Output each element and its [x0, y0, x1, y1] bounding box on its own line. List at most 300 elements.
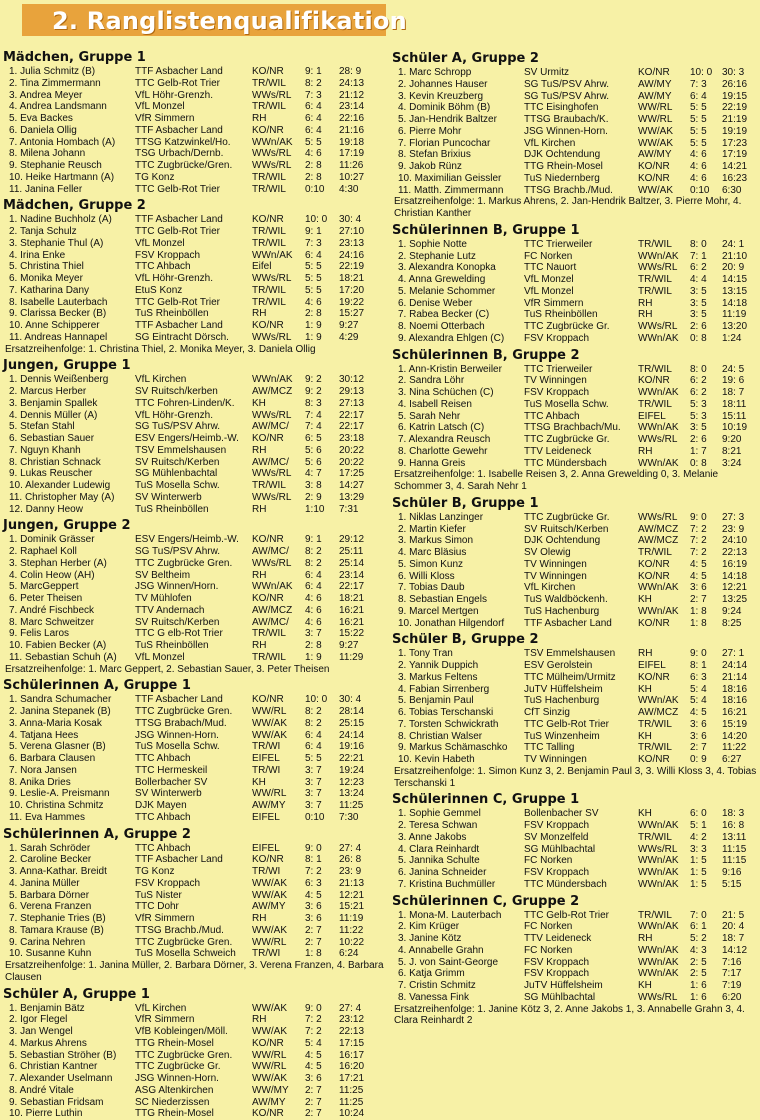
- table-row: [3, 617, 386, 629]
- club-name: TTC Zugbrücke Gr.: [524, 321, 638, 333]
- table-row: [392, 399, 760, 411]
- table-row: [3, 890, 386, 902]
- club-name: TTG Rhein-Mosel: [135, 1038, 251, 1050]
- match-score: 8: 2: [305, 718, 339, 730]
- club-name: SG TuS/PSV Ahrw.: [135, 421, 251, 433]
- table-row: [3, 1073, 386, 1085]
- district-code: WWs/RL: [252, 332, 304, 344]
- games-score: 24:13: [339, 78, 385, 90]
- player-name: 11. Janina Feller: [9, 184, 133, 196]
- match-score: 4: 5: [690, 707, 722, 719]
- club-name: JSG Winnen-Horn.: [135, 1073, 251, 1085]
- district-code: RH: [252, 913, 304, 925]
- match-score: 2: 6: [690, 434, 722, 446]
- match-score: 3: 5: [690, 422, 722, 434]
- club-name: TTC Gelb-Rot Trier: [135, 226, 251, 238]
- games-score: 25:15: [339, 718, 385, 730]
- district-code: WW/RL: [252, 706, 304, 718]
- club-name: SV Ruitsch/Kerben: [135, 617, 251, 629]
- table-row: [3, 605, 386, 617]
- table-row: [392, 684, 760, 696]
- match-score: 2: 7: [305, 1085, 339, 1097]
- player-name: 8. Marc Schweitzer: [9, 617, 133, 629]
- table-row: [392, 387, 760, 399]
- match-score: 3: 5: [690, 309, 722, 321]
- district-code: KH: [252, 777, 304, 789]
- match-score: 4: 6: [690, 161, 722, 173]
- table-row: [392, 660, 760, 672]
- district-code: WWn/AK: [638, 867, 690, 879]
- group-section-schüler-a-gruppe-2: [392, 50, 760, 220]
- club-name: VfL Höhr-Grenzh.: [135, 410, 251, 422]
- match-score: 6: 4: [305, 570, 339, 582]
- games-score: 16:20: [339, 1061, 385, 1073]
- table-row: [392, 411, 760, 423]
- table-row: [3, 694, 386, 706]
- district-code: WW/MY: [252, 1085, 304, 1097]
- substitute-order: Ersatzreihenfolge: 1. Simon Kunz 3, 2. Benjamin Paul 3, 3. Willi Kloss 3, 4. Tobias Terschanski 1: [392, 766, 760, 790]
- district-code: Eifel: [252, 261, 304, 273]
- match-score: 2: 5: [690, 968, 722, 980]
- player-name: 2. Sandra Löhr: [398, 375, 522, 387]
- table-row: [3, 581, 386, 593]
- district-code: AW/MY: [638, 149, 690, 161]
- match-score: 3: 6: [690, 731, 722, 743]
- games-score: 7:17: [722, 968, 760, 980]
- club-name: TTC Hermeskeil: [135, 765, 251, 777]
- district-code: TR/WIL: [252, 226, 304, 238]
- games-score: 30: 4: [339, 214, 385, 226]
- games-score: 22:16: [339, 113, 385, 125]
- match-score: 7: 3: [690, 79, 722, 91]
- club-name: DJK Ochtendung: [524, 149, 638, 161]
- district-code: WWn/AK: [638, 921, 690, 933]
- district-code: KO/NR: [252, 534, 304, 546]
- player-name: 4. Clara Reinhardt: [398, 844, 522, 856]
- table-row: [3, 901, 386, 913]
- player-name: 4. Andrea Landsmann: [9, 101, 133, 113]
- table-row: [392, 855, 760, 867]
- match-score: 0: 8: [690, 458, 722, 470]
- district-code: AW/MY: [638, 91, 690, 103]
- table-row: [3, 101, 386, 113]
- match-score: 7: 2: [690, 524, 722, 536]
- games-score: 7:30: [339, 812, 385, 824]
- district-code: WWn/AK: [638, 582, 690, 594]
- district-code: RH: [638, 309, 690, 321]
- table-row: [3, 148, 386, 160]
- club-name: FSV Kroppach: [524, 820, 638, 832]
- games-score: 13:15: [722, 286, 760, 298]
- games-score: 1:24: [722, 333, 760, 345]
- group-heading: Mädchen, Gruppe 2: [3, 197, 386, 214]
- club-name: TTC G elb-Rot Trier: [135, 628, 251, 640]
- games-score: 23:14: [339, 570, 385, 582]
- club-name: VfL Monzel: [524, 286, 638, 298]
- club-name: TSV Emmelshausen: [135, 445, 251, 457]
- match-score: 4: 5: [690, 559, 722, 571]
- match-score: 3: 6: [305, 913, 339, 925]
- group-heading: Schüler B, Gruppe 1: [392, 495, 760, 512]
- player-name: 3. Andrea Meyer: [9, 90, 133, 102]
- substitute-order: Ersatzreihenfolge: 1. Janine Kötz 3, 2. Anne Jakobs 1, 3. Annabelle Grahn 3, 4. Clara Reinhardt 2: [392, 1004, 760, 1028]
- player-name: 7. Alexander Uselmann: [9, 1073, 133, 1085]
- group-heading: Schülerinnen C, Gruppe 2: [392, 893, 760, 910]
- match-score: 4: 6: [305, 605, 339, 617]
- table-row: [3, 800, 386, 812]
- player-name: 7. Torsten Schwickrath: [398, 719, 522, 731]
- player-name: 10. Fabien Becker (A): [9, 640, 133, 652]
- player-name: 6. Katja Grimm: [398, 968, 522, 980]
- match-score: 8: 2: [305, 706, 339, 718]
- player-name: 5. Eva Backes: [9, 113, 133, 125]
- table-row: [3, 1014, 386, 1026]
- games-score: 25:14: [339, 558, 385, 570]
- district-code: RH: [638, 933, 690, 945]
- table-row: [392, 333, 760, 345]
- district-code: WWn/AK: [638, 422, 690, 434]
- games-score: 22:19: [339, 261, 385, 273]
- match-score: 7: 3: [305, 238, 339, 250]
- match-score: 6: 0: [690, 808, 722, 820]
- match-score: 1: 9: [305, 332, 339, 344]
- district-code: WW/RL: [252, 788, 304, 800]
- table-row: [3, 913, 386, 925]
- match-score: 9: 1: [305, 66, 339, 78]
- group-heading: Jungen, Gruppe 2: [3, 517, 386, 534]
- district-code: AW/MCZ: [638, 535, 690, 547]
- table-row: [3, 250, 386, 262]
- district-code: EIFEL: [252, 843, 304, 855]
- table-row: [3, 66, 386, 78]
- match-score: 9: 2: [305, 374, 339, 386]
- player-name: 8. Sebastian Engels: [398, 594, 522, 606]
- player-name: 10. Pierre Luthin: [9, 1108, 133, 1120]
- games-score: 25:11: [339, 546, 385, 558]
- games-score: 13:24: [339, 788, 385, 800]
- games-score: 22:21: [339, 753, 385, 765]
- club-name: ASG Altenkirchen: [135, 1085, 251, 1097]
- match-score: 5: 5: [690, 114, 722, 126]
- player-name: 5. Stefan Stahl: [9, 421, 133, 433]
- games-score: 23:18: [339, 433, 385, 445]
- table-row: [392, 524, 760, 536]
- district-code: WWn/AK: [638, 606, 690, 618]
- district-code: KH: [638, 684, 690, 696]
- games-score: 9:27: [339, 640, 385, 652]
- player-name: 3. Stephanie Thul (A): [9, 238, 133, 250]
- match-score: 5: 5: [690, 126, 722, 138]
- table-row: [3, 320, 386, 332]
- match-score: 3: 7: [305, 765, 339, 777]
- match-score: 5: 4: [305, 1038, 339, 1050]
- match-score: 1: 6: [690, 980, 722, 992]
- club-name: TV Winningen: [524, 754, 638, 766]
- player-name: 1. Sarah Schröder: [9, 843, 133, 855]
- games-score: 9:20: [722, 434, 760, 446]
- match-score: 5: 5: [305, 753, 339, 765]
- table-row: [392, 309, 760, 321]
- player-name: 4. Annabelle Grahn: [398, 945, 522, 957]
- table-row: [392, 321, 760, 333]
- player-name: 4. Fabian Sirrenberg: [398, 684, 522, 696]
- table-row: [392, 594, 760, 606]
- district-code: TR/WIL: [638, 286, 690, 298]
- player-name: 5. Sebastian Ströher (B): [9, 1050, 133, 1062]
- match-score: 5: 5: [305, 137, 339, 149]
- district-code: WW/AK: [252, 1003, 304, 1015]
- club-name: SG Mühlenbachtal: [135, 468, 251, 480]
- table-row: [392, 992, 760, 1004]
- games-score: 11:19: [722, 309, 760, 321]
- games-score: 11:15: [722, 855, 760, 867]
- games-score: 21:13: [339, 878, 385, 890]
- district-code: TR/WI: [252, 741, 304, 753]
- group-section-schülerinnen-a-gruppe-1: [3, 677, 386, 823]
- table-row: [3, 843, 386, 855]
- district-code: WWn/AK: [638, 695, 690, 707]
- club-name: FSV Kroppach: [135, 250, 251, 262]
- district-code: WW/AK: [252, 718, 304, 730]
- club-name: TTC Gelb-Rot Trier: [135, 184, 251, 196]
- district-code: WW/AK: [252, 890, 304, 902]
- match-score: 1:10: [305, 504, 339, 516]
- player-name: 8. Vanessa Fink: [398, 992, 522, 1004]
- games-score: 27: 3: [722, 512, 760, 524]
- match-score: 6: 4: [305, 250, 339, 262]
- games-score: 22:13: [722, 547, 760, 559]
- club-name: TTC Gelb-Rot Trier: [135, 78, 251, 90]
- match-score: 3: 6: [690, 582, 722, 594]
- club-name: SG TuS/PSV Ahrw.: [135, 546, 251, 558]
- district-code: EIFEL: [638, 411, 690, 423]
- title-banner: [22, 4, 386, 36]
- table-row: [3, 297, 386, 309]
- club-name: TTV Leideneck: [524, 446, 638, 458]
- match-score: 5: 3: [690, 411, 722, 423]
- player-name: 11. Matth. Zimmermann: [398, 185, 522, 197]
- player-name: 2. Tina Zimmermann: [9, 78, 133, 90]
- games-score: 16:17: [339, 1050, 385, 1062]
- district-code: WWs/RL: [252, 273, 304, 285]
- table-row: [3, 445, 386, 457]
- group-section-schüler-b-gruppe-2: [392, 631, 760, 789]
- club-name: TTSG Brachb./Mud.: [135, 925, 251, 937]
- player-name: 7. André Fischbeck: [9, 605, 133, 617]
- district-code: WWn/AK: [638, 879, 690, 891]
- district-code: WW/AK: [252, 925, 304, 937]
- games-score: 17:15: [339, 1038, 385, 1050]
- club-name: Bollenbacher SV: [524, 808, 638, 820]
- club-name: TTF Asbacher Land: [135, 214, 251, 226]
- district-code: RH: [252, 113, 304, 125]
- player-name: 7. Cristin Schmitz: [398, 980, 522, 992]
- club-name: TTC Mündersbach: [524, 458, 638, 470]
- district-code: TR/WIL: [638, 742, 690, 754]
- player-name: 5. Benjamin Paul: [398, 695, 522, 707]
- match-score: 7: 2: [690, 547, 722, 559]
- match-score: 4: 5: [690, 571, 722, 583]
- club-name: SG Eintracht Dörsch.: [135, 332, 251, 344]
- games-score: 19:22: [339, 297, 385, 309]
- table-row: [392, 126, 760, 138]
- district-code: AW/MC/: [252, 546, 304, 558]
- games-score: 6:30: [722, 185, 760, 197]
- group-section-schülerinnen-b-gruppe-1: [392, 222, 760, 345]
- games-score: 4:30: [339, 184, 385, 196]
- district-code: KH: [638, 731, 690, 743]
- match-score: 5: 5: [305, 285, 339, 297]
- district-code: TR/WIL: [638, 399, 690, 411]
- club-name: TTSG Brachbach/Mu.: [524, 422, 638, 434]
- games-score: 18:21: [339, 593, 385, 605]
- district-code: TR/WIL: [638, 274, 690, 286]
- table-row: [3, 238, 386, 250]
- district-code: KO/NR: [252, 214, 304, 226]
- district-code: WW/RL: [638, 114, 690, 126]
- match-score: 1: 8: [690, 606, 722, 618]
- club-name: TTF Asbacher Land: [135, 125, 251, 137]
- club-name: SV Ruitsch/Kerben: [135, 457, 251, 469]
- games-score: 11:26: [339, 160, 385, 172]
- table-row: [3, 652, 386, 664]
- games-score: 7:31: [339, 504, 385, 516]
- games-score: 21: 5: [722, 910, 760, 922]
- club-name: SG TuS/PSV Ahrw.: [524, 91, 638, 103]
- club-name: TTV Leideneck: [524, 933, 638, 945]
- club-name: FSV Kroppach: [524, 867, 638, 879]
- match-score: 3: 5: [690, 298, 722, 310]
- player-name: 8. André Vitale: [9, 1085, 133, 1097]
- games-score: 10:22: [339, 937, 385, 949]
- match-score: 1: 8: [690, 618, 722, 630]
- match-score: 7: 2: [305, 1014, 339, 1026]
- club-name: VfL Monzel: [135, 652, 251, 664]
- district-code: TR/WIL: [252, 101, 304, 113]
- games-score: 6:20: [722, 992, 760, 1004]
- club-name: TuS Winzenheim: [524, 731, 638, 743]
- player-name: 3. Janine Kötz: [398, 933, 522, 945]
- table-row: [392, 707, 760, 719]
- match-score: 6: 4: [690, 91, 722, 103]
- district-code: KO/NR: [638, 571, 690, 583]
- table-row: [3, 261, 386, 273]
- match-score: 1: 9: [305, 320, 339, 332]
- player-name: 6. Pierre Mohr: [398, 126, 522, 138]
- match-score: 8: 1: [690, 660, 722, 672]
- district-code: TR/WIL: [252, 628, 304, 640]
- table-row: [3, 273, 386, 285]
- table-row: [3, 398, 386, 410]
- club-name: TSV Emmelshausen: [524, 648, 638, 660]
- match-score: 9: 2: [305, 386, 339, 398]
- table-row: [3, 925, 386, 937]
- player-name: 6. Barbara Clausen: [9, 753, 133, 765]
- club-name: TTC Eisinghofen: [524, 102, 638, 114]
- games-score: 19:15: [722, 91, 760, 103]
- match-score: 0: 9: [690, 754, 722, 766]
- table-row: [392, 91, 760, 103]
- club-name: CfT Sinzig: [524, 707, 638, 719]
- player-name: 11. Sebastian Schuh (A): [9, 652, 133, 664]
- club-name: TTC Zugbrücke Gren.: [135, 558, 251, 570]
- games-score: 30:12: [339, 374, 385, 386]
- table-row: [3, 628, 386, 640]
- match-score: 2: 7: [305, 925, 339, 937]
- player-name: 8. Christian Walser: [398, 731, 522, 743]
- club-name: TTC Dohr: [135, 901, 251, 913]
- player-name: 9. Jakob Rünz: [398, 161, 522, 173]
- games-score: 17:19: [339, 148, 385, 160]
- games-score: 15:27: [339, 308, 385, 320]
- table-row: [392, 945, 760, 957]
- player-name: 2. Caroline Becker: [9, 854, 133, 866]
- player-name: 6. Willi Kloss: [398, 571, 522, 583]
- games-score: 13:11: [722, 832, 760, 844]
- player-name: 2. Teresa Schwan: [398, 820, 522, 832]
- player-name: 7. Antonia Hombach (A): [9, 137, 133, 149]
- player-name: 1. Ann-Kristin Berweiler: [398, 364, 522, 376]
- district-code: WWn/AK: [252, 137, 304, 149]
- player-name: 9. Hanna Greis: [398, 458, 522, 470]
- district-code: RH: [252, 640, 304, 652]
- player-name: 5. Verena Glasner (B): [9, 741, 133, 753]
- table-row: [3, 78, 386, 90]
- district-code: TR/WIL: [252, 238, 304, 250]
- match-score: 1: 8: [305, 948, 339, 960]
- table-row: [392, 67, 760, 79]
- district-code: WWn/AK: [638, 333, 690, 345]
- match-score: 8: 0: [690, 239, 722, 251]
- club-name: VfR Simmern: [135, 913, 251, 925]
- group-heading: Mädchen, Gruppe 1: [3, 49, 386, 66]
- player-name: 6. Daniela Ollig: [9, 125, 133, 137]
- club-name: SG Mühlbachtal: [524, 992, 638, 1004]
- group-heading: Schülerinnen C, Gruppe 1: [392, 791, 760, 808]
- player-name: 5. Sarah Nehr: [398, 411, 522, 423]
- player-name: 8. Isabelle Lauterbach: [9, 297, 133, 309]
- table-row: [392, 754, 760, 766]
- table-row: [3, 421, 386, 433]
- substitute-order: Ersatzreihenfolge: 1. Isabelle Reisen 3, 2. Anna Grewelding 0, 3. Melanie Schommer 3, 4. Sarah Nehr 1: [392, 469, 760, 493]
- table-row: [3, 1108, 386, 1120]
- match-score: 2: 7: [305, 937, 339, 949]
- games-score: 17:23: [722, 138, 760, 150]
- club-name: SV Ruitsch/Kerben: [524, 524, 638, 536]
- club-name: TTC Ahbach: [135, 812, 251, 824]
- match-score: 4: 6: [305, 593, 339, 605]
- district-code: KO/NR: [638, 754, 690, 766]
- match-score: 3: 8: [305, 480, 339, 492]
- player-name: 6. Peter Theisen: [9, 593, 133, 605]
- club-name: VfR Simmern: [135, 113, 251, 125]
- games-score: 28:14: [339, 706, 385, 718]
- games-score: 9:27: [339, 320, 385, 332]
- match-score: 4: 6: [690, 149, 722, 161]
- club-name: SV Monzelfeld: [524, 832, 638, 844]
- district-code: TR/WIL: [638, 364, 690, 376]
- table-row: [3, 706, 386, 718]
- games-score: 14:12: [722, 945, 760, 957]
- player-name: 2. Kim Krüger: [398, 921, 522, 933]
- player-name: 9. Alexandra Ehlgen (C): [398, 333, 522, 345]
- player-name: 1. Marc Schropp: [398, 67, 522, 79]
- games-score: 20: 9: [722, 262, 760, 274]
- table-row: [392, 648, 760, 660]
- club-name: TTF Asbacher Land: [135, 66, 251, 78]
- club-name: EtuS Konz: [135, 285, 251, 297]
- match-score: 8: 2: [305, 78, 339, 90]
